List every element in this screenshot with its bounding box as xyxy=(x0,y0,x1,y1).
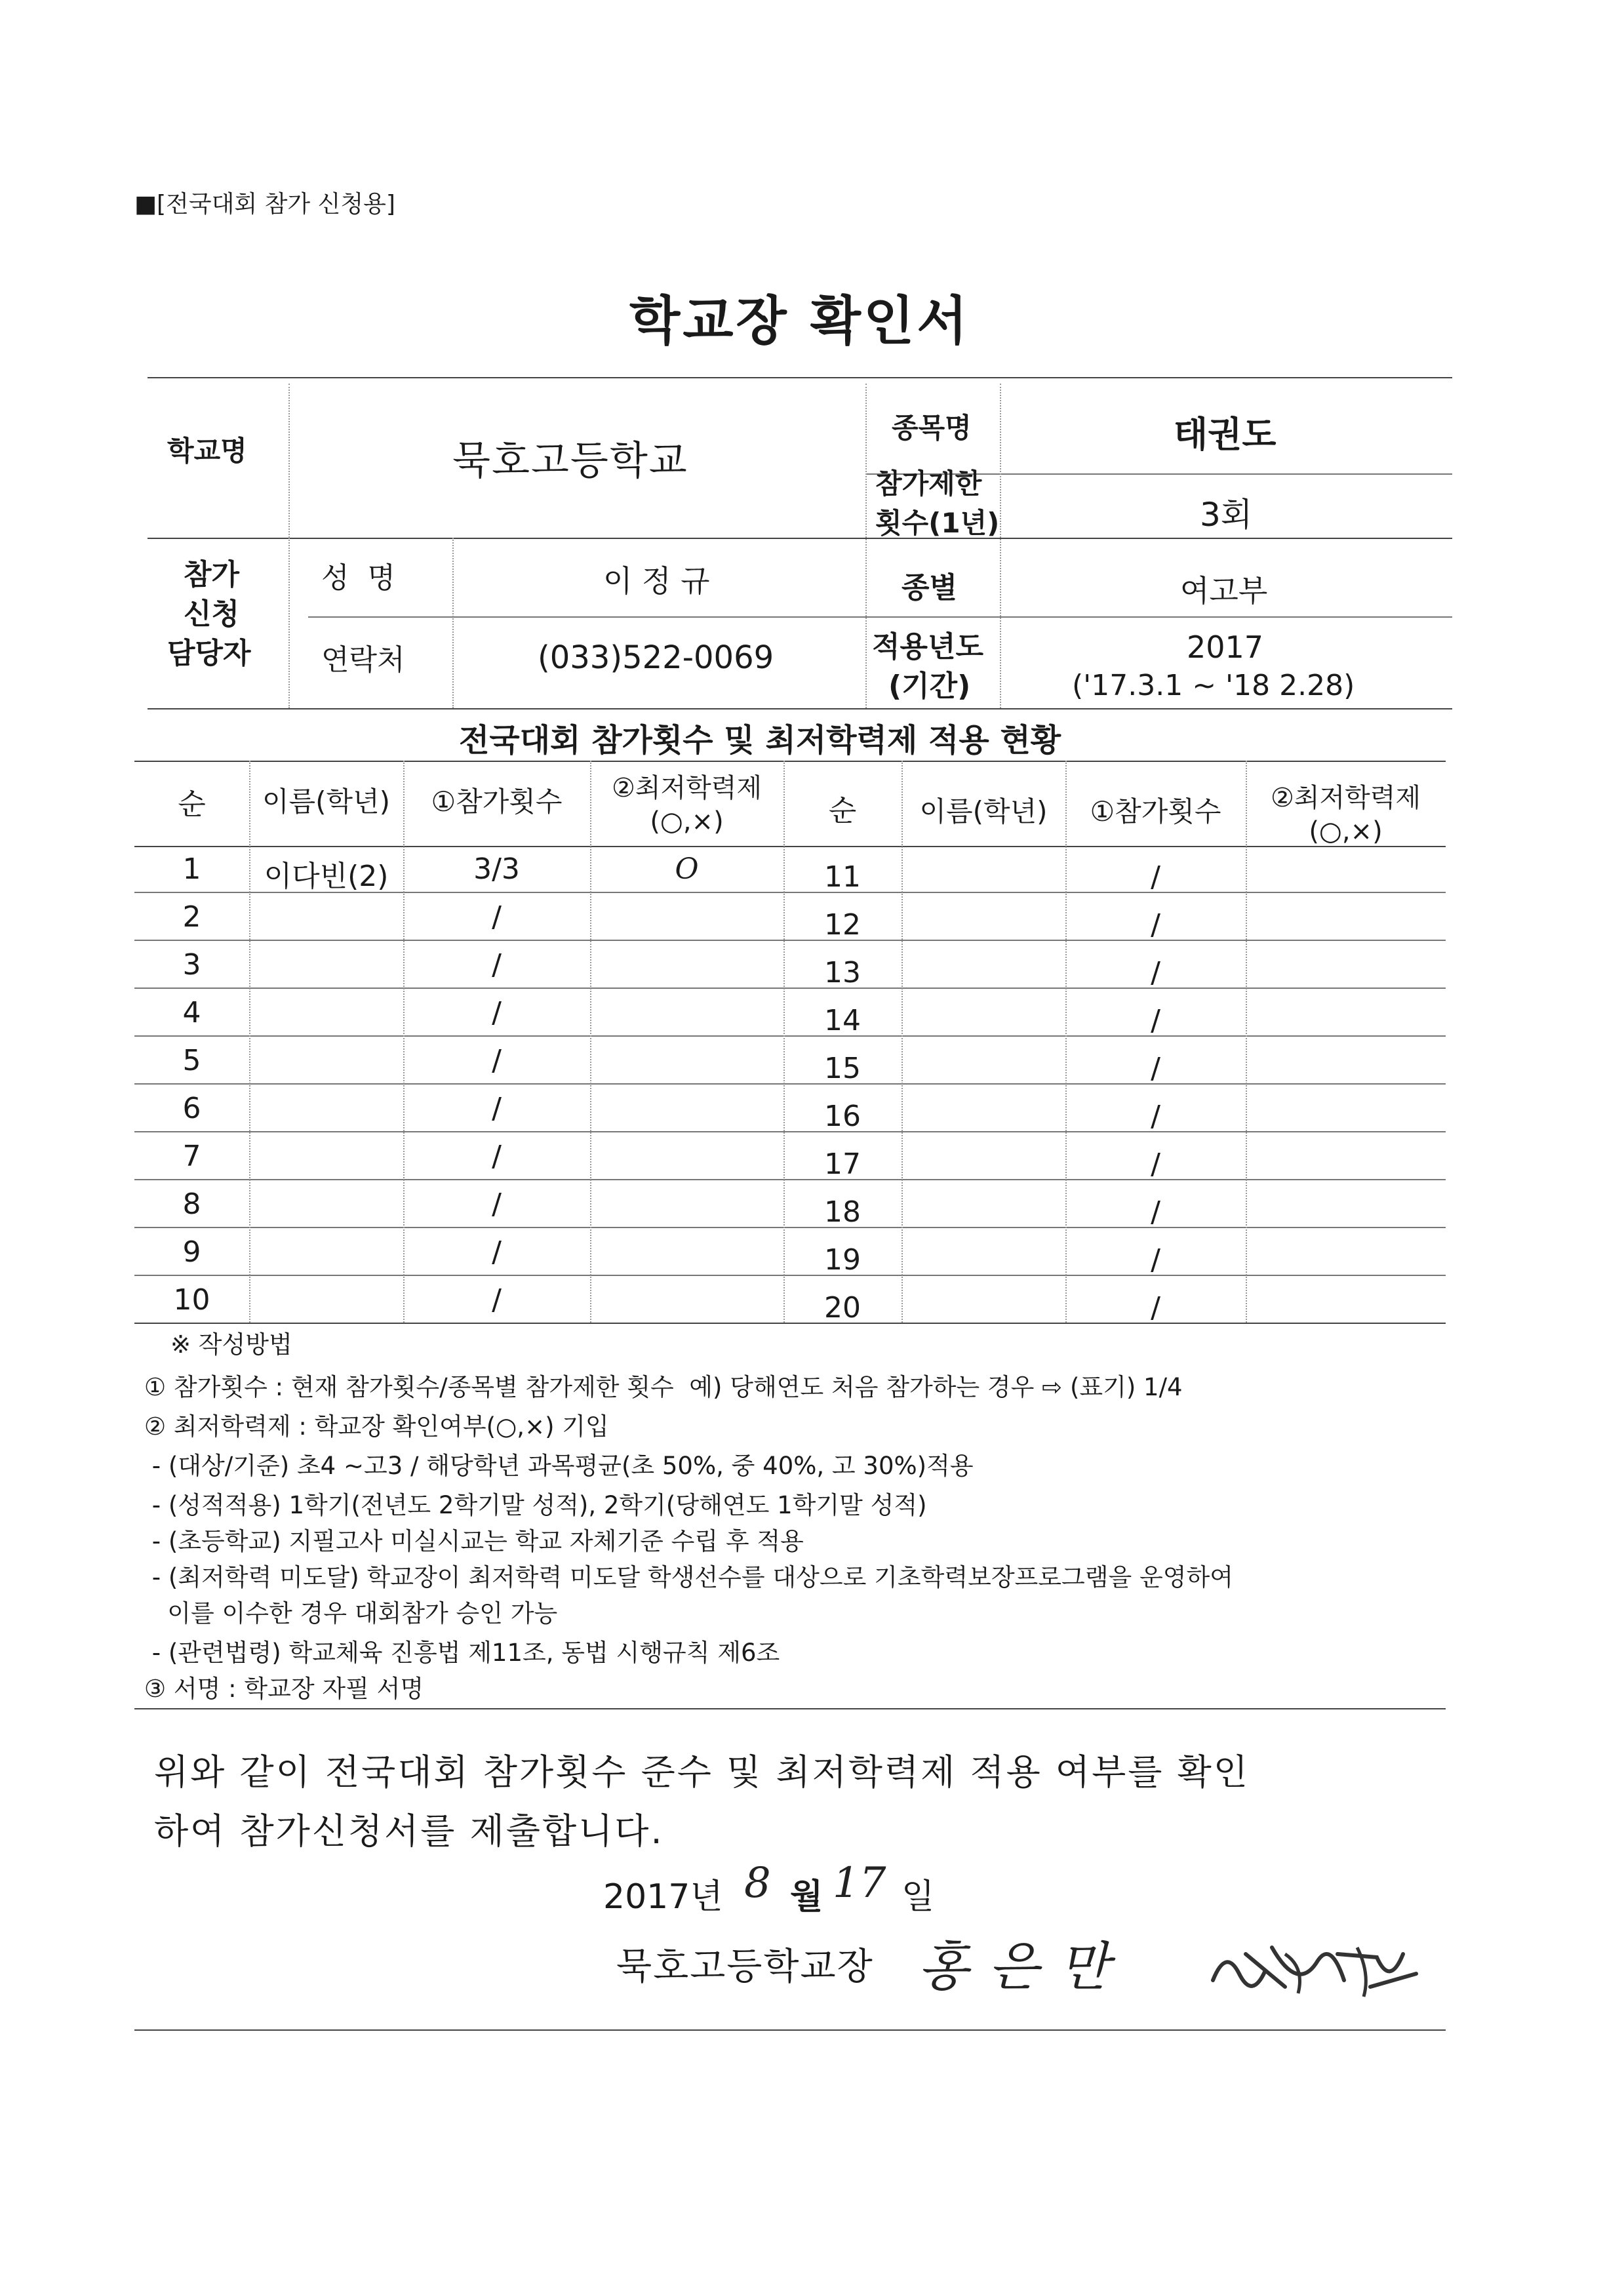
table-cell-no: 10 xyxy=(173,1283,210,1317)
table-cell-count: / xyxy=(1151,1148,1160,1181)
table-cell-count: / xyxy=(1151,1052,1160,1085)
year-label-line1: 적용년도 xyxy=(872,630,984,664)
instruction-line: 이를 이수한 경우 대회참가 승인 가능 xyxy=(144,1599,558,1627)
date-day-label: 일 xyxy=(901,1877,935,1917)
document-title: 학교장 확인서 xyxy=(629,290,970,351)
table-cell-count: / xyxy=(492,1140,502,1173)
form-type-label: ■[전국대회 참가 신청용] xyxy=(134,191,395,218)
contact-label: 연락처 xyxy=(321,643,405,677)
table-cell-count: / xyxy=(1151,1100,1160,1133)
table-cell-no: 5 xyxy=(182,1044,201,1077)
header-name-right: 이름(학년) xyxy=(919,795,1048,828)
event-label: 종목명 xyxy=(892,412,972,444)
table-cell-count: / xyxy=(492,948,502,982)
table-cell-count: / xyxy=(1151,908,1160,942)
school-name-value: 묵호고등학교 xyxy=(452,438,688,484)
year-value-line1: 2017 xyxy=(1187,629,1264,665)
school-name-label: 학교명 xyxy=(167,435,247,467)
header-name-left: 이름(학년) xyxy=(262,786,391,818)
table-cell-no: 6 xyxy=(182,1092,201,1125)
header-no-right: 순 xyxy=(828,794,857,828)
date-month: 8 xyxy=(744,1859,771,1907)
table-cell-name: 이다빈(2) xyxy=(264,860,389,893)
table-cell-count: / xyxy=(492,1092,502,1125)
table-cell-no: 12 xyxy=(824,908,861,942)
table-cell-count: / xyxy=(492,1044,502,1077)
table-cell-count: / xyxy=(1151,1004,1160,1037)
instruction-line: - (초등학교) 지필고사 미실시교는 학교 자체기준 수립 후 적용 xyxy=(144,1527,804,1555)
table-cell-no: 9 xyxy=(182,1235,201,1269)
table-cell-no: 15 xyxy=(824,1052,861,1085)
table-cell-no: 4 xyxy=(182,996,201,1029)
statement-line1: 위와 같이 전국대회 참가횟수 준수 및 최저학력제 적용 여부를 확인 xyxy=(154,1751,1250,1793)
table-cell-count: / xyxy=(492,1283,502,1317)
date-month-label: 월 xyxy=(790,1877,823,1917)
contact-value: (033)522-0069 xyxy=(538,639,774,676)
category-value: 여고부 xyxy=(1180,573,1268,609)
table-cell-no: 7 xyxy=(182,1140,201,1173)
date-day: 17 xyxy=(833,1859,886,1907)
table-cell-count: / xyxy=(492,996,502,1029)
table-cell-no: 18 xyxy=(824,1195,861,1229)
table-cell-academic: O xyxy=(675,852,699,886)
table-cell-no: 1 xyxy=(182,852,201,886)
table-cell-count: / xyxy=(1151,860,1160,894)
applicant-label-line2: 신청 xyxy=(184,597,240,631)
table-cell-no: 16 xyxy=(824,1100,861,1133)
year-value-line2: ('17.3.1 ~ '18 2.28) xyxy=(1072,669,1355,702)
category-label: 종별 xyxy=(901,571,958,605)
table-cell-count: / xyxy=(1151,1291,1160,1325)
instruction-line: ② 최저학력제 : 학교장 확인여부(○,×) 기입 xyxy=(144,1412,609,1441)
principal-label: 묵호고등학교장 xyxy=(616,1946,874,1988)
name-label: 성 명 xyxy=(321,561,395,595)
header-count-left: ①참가횟수 xyxy=(431,786,563,818)
instruction-line: - (관련법령) 학교체육 진흥법 제11조, 동법 시행규칙 제6조 xyxy=(144,1639,780,1667)
header-academic-mark-left: (○,×) xyxy=(650,807,724,837)
table-cell-no: 14 xyxy=(824,1004,861,1037)
header-academic-left: ②최저학력제 xyxy=(611,773,762,803)
table-cell-count: / xyxy=(492,900,502,934)
table-cell-no: 13 xyxy=(824,956,861,989)
instruction-line: - (최저학력 미도달) 학교장이 최저학력 미도달 학생선수를 대상으로 기초학력보장프로그램을 운영하여 xyxy=(144,1563,1233,1591)
name-value: 이 정 규 xyxy=(603,563,710,599)
event-value: 태권도 xyxy=(1174,414,1277,455)
limit-value: 3회 xyxy=(1200,496,1253,534)
header-count-right: ①참가횟수 xyxy=(1090,795,1221,828)
header-academic-right: ②최저학력제 xyxy=(1270,783,1421,813)
date-year: 2017년 xyxy=(603,1877,723,1917)
table-cell-no: 19 xyxy=(824,1243,861,1277)
section-title: 전국대회 참가횟수 및 최저학력제 적용 현황 xyxy=(459,722,1061,759)
table-cell-no: 2 xyxy=(182,900,201,934)
header-academic-mark-right: (○,×) xyxy=(1309,816,1383,847)
table-cell-no: 20 xyxy=(824,1291,861,1325)
applicant-label-line3: 담당자 xyxy=(167,637,251,670)
table-cell-no: 8 xyxy=(182,1187,201,1221)
principal-signature: 홍은만 xyxy=(918,1936,1129,1997)
table-cell-count: 3/3 xyxy=(473,852,520,886)
signature-scribble-icon xyxy=(1206,1934,1423,2006)
instruction-line: - (대상/기준) 초4 ~고3 / 해당학년 과목평균(초 50%, 중 40%, 고 30%)적용 xyxy=(144,1452,974,1480)
table-cell-no: 3 xyxy=(182,948,201,982)
table-cell-no: 11 xyxy=(824,860,861,894)
limit-label-line1: 참가제한 xyxy=(875,468,982,500)
table-cell-count: / xyxy=(1151,956,1160,989)
instruction-line: - (성적적용) 1학기(전년도 2학기말 성적), 2학기(당해연도 1학기말 성적) xyxy=(144,1491,927,1519)
table-cell-count: / xyxy=(1151,1243,1160,1277)
instruction-line: ※ 작성방법 xyxy=(170,1330,292,1359)
instruction-line: ① 참가횟수 : 현재 참가횟수/종목별 참가제한 횟수 예) 당해연도 처음 참가하는 경우 ⇨ (표기) 1/4 xyxy=(144,1373,1183,1401)
instruction-line: ③ 서명 : 학교장 자필 서명 xyxy=(144,1675,424,1703)
table-cell-count: / xyxy=(1151,1195,1160,1229)
header-no-left: 순 xyxy=(178,788,206,821)
table-cell-count: / xyxy=(492,1235,502,1269)
table-cell-no: 17 xyxy=(824,1148,861,1181)
statement-line2: 하여 참가신청서를 제출합니다. xyxy=(154,1810,664,1852)
applicant-label-line1: 참가 xyxy=(184,558,240,591)
year-label-line2: (기간) xyxy=(888,669,971,703)
limit-label-line2: 횟수(1년) xyxy=(875,507,1000,539)
table-cell-count: / xyxy=(492,1187,502,1221)
